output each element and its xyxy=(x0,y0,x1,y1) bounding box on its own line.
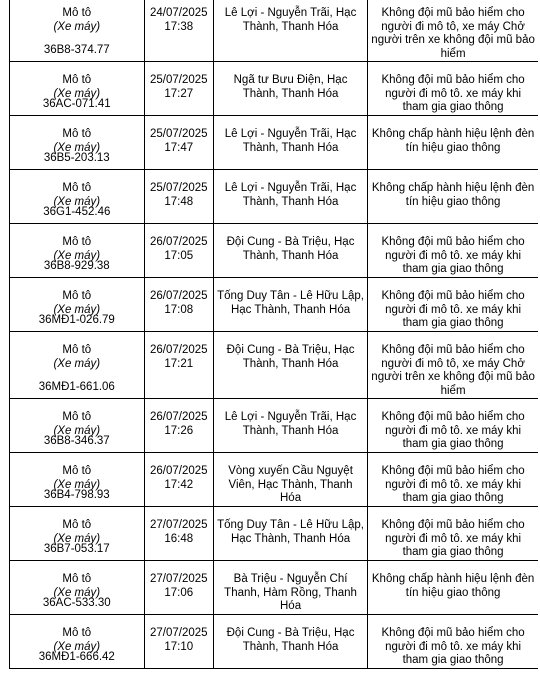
license-plate: 36AC-071.41 xyxy=(42,97,111,110)
vehicle-subtype: (Xe máy) xyxy=(53,640,101,653)
violation-time: 17:21 xyxy=(164,357,194,370)
vehicle-type: Mô tô xyxy=(62,128,92,140)
location-cell: Vòng xuyến Cầu Nguyệt Viên, Hạc Thành, Thanh Hóa xyxy=(213,453,367,507)
location-cell: Lê Lợi - Nguyễn Trãi, Hạc Thành, Thanh Hóa xyxy=(213,399,367,453)
violation-cell: Không đội mũ bảo hiểm cho người đi mô tô. xe máy khi tham gia giao thông xyxy=(368,453,539,507)
license-plate: 36MĐ1-666.42 xyxy=(38,650,115,663)
license-plate: 36AC-533.30 xyxy=(42,596,111,609)
vehicle-cell xyxy=(10,399,145,453)
violation-date: 25/07/2025 xyxy=(149,74,208,86)
vehicle-subtype: (Xe máy) xyxy=(53,424,101,437)
violation-date: 25/07/2025 xyxy=(149,128,208,140)
vehicle-subtype: (Xe máy) xyxy=(53,586,101,599)
location-cell: Tống Duy Tân - Lê Hữu Lập, Hạc Thành, Thanh Hóa xyxy=(213,507,367,561)
vehicle-type: Mô tô xyxy=(62,344,92,356)
vehicle-cell xyxy=(10,224,145,278)
vehicle-type: Mô tô xyxy=(62,7,92,19)
vehicle-type: Mô tô xyxy=(62,465,92,477)
vehicle-subtype: (Xe máy) xyxy=(53,87,101,100)
location-cell: Lê Lợi - Nguyễn Trãi, Hạc Thành, Thanh Hóa xyxy=(213,0,367,62)
violation-date: 26/07/2025 xyxy=(149,344,208,356)
license-plate: 36B8-929.38 xyxy=(43,259,110,272)
violation-cell: Không đội mũ bảo hiểm cho người đi mô tô. xe máy khi tham gia giao thông xyxy=(368,278,539,332)
violation-cell: Không chấp hành hiệu lệnh đèn tín hiệu giao thông xyxy=(368,561,539,615)
violations-table-body xyxy=(10,0,539,669)
license-plate: 36MĐ1-026.79 xyxy=(38,313,115,326)
violation-time: 17:08 xyxy=(164,303,194,316)
vehicle-type: Mô tô xyxy=(62,236,92,248)
violation-cell: Không đội mũ bảo hiểm cho người đi mô tô, xe máy Chở người trên xe không đội mũ bảo hiểm xyxy=(368,0,539,62)
datetime-cell xyxy=(144,332,213,399)
violation-time: 17:38 xyxy=(164,20,194,33)
vehicle-cell xyxy=(10,332,145,399)
violation-cell: Không đội mũ bảo hiểm cho người đi mô tô. xe máy khi tham gia giao thông xyxy=(368,399,539,453)
location-cell: Tống Duy Tân - Lê Hữu Lập, Hạc Thành, Thanh Hóa xyxy=(213,278,367,332)
vehicle-cell xyxy=(10,615,145,669)
table-row xyxy=(10,170,539,224)
location-cell: Đội Cung - Bà Triệu, Hạc Thành, Thanh Hóa xyxy=(213,224,367,278)
vehicle-cell xyxy=(10,561,145,615)
table-row xyxy=(10,0,539,62)
vehicle-subtype: (Xe máy) xyxy=(53,249,101,262)
datetime-cell xyxy=(144,116,213,170)
license-plate: 36G1-452.46 xyxy=(43,205,111,218)
location-cell: Lê Lợi - Nguyễn Trãi, Hạc Thành, Thanh Hóa xyxy=(213,116,367,170)
datetime-cell xyxy=(144,507,213,561)
violation-time: 17:42 xyxy=(164,478,194,491)
vehicle-subtype: (Xe máy) xyxy=(53,141,101,154)
license-plate: 36B7-053.17 xyxy=(43,542,110,555)
license-plate: 36MĐ1-661.06 xyxy=(38,380,115,393)
table-row xyxy=(10,224,539,278)
datetime-cell xyxy=(144,615,213,669)
vehicle-cell xyxy=(10,507,145,561)
violation-date: 26/07/2025 xyxy=(149,465,208,477)
vehicle-type: Mô tô xyxy=(62,411,92,423)
license-plate: 36B5-203.13 xyxy=(43,151,110,164)
violation-cell: Không đội mũ bảo hiểm cho người đi mô tô. xe máy khi tham gia giao thông xyxy=(368,615,539,669)
vehicle-cell xyxy=(10,170,145,224)
violation-time: 17:10 xyxy=(164,640,194,653)
violation-cell: Không đội mũ bảo hiểm cho người đi mô tô, xe máy Chở người trên xe không đội mũ bảo hiểm xyxy=(368,332,539,399)
datetime-cell xyxy=(144,170,213,224)
violation-date: 27/07/2025 xyxy=(149,519,208,531)
license-plate: 36B8-374.77 xyxy=(43,43,110,56)
location-cell: Bà Triệu - Nguyễn Chí Thanh, Hàm Rồng, Thanh Hóa xyxy=(213,561,367,615)
vehicle-type: Mô tô xyxy=(62,519,92,531)
violation-time: 17:48 xyxy=(164,195,194,208)
table-row xyxy=(10,62,539,116)
datetime-cell xyxy=(144,399,213,453)
vehicle-cell xyxy=(10,0,145,62)
table-row xyxy=(10,453,539,507)
vehicle-cell xyxy=(10,62,145,116)
license-plate: 36B8-346.37 xyxy=(43,434,110,447)
datetime-cell xyxy=(144,561,213,615)
violation-cell: Không chấp hành hiệu lệnh đèn tín hiệu giao thông xyxy=(368,170,539,224)
vehicle-cell xyxy=(10,453,145,507)
license-plate: 36B4-798.93 xyxy=(43,488,110,501)
violation-cell: Không chấp hành hiệu lệnh đèn tín hiệu giao thông xyxy=(368,116,539,170)
location-cell: Đội Cung - Bà Triệu, Hạc Thành, Thanh Hóa xyxy=(213,615,367,669)
vehicle-subtype: (Xe máy) xyxy=(53,532,101,545)
violation-date: 26/07/2025 xyxy=(149,411,208,423)
datetime-cell xyxy=(144,224,213,278)
table-row xyxy=(10,332,539,399)
violation-time: 17:26 xyxy=(164,424,194,437)
table-row xyxy=(10,278,539,332)
violation-cell: Không đội mũ bảo hiểm cho người đi mô tô. xe máy khi tham gia giao thông xyxy=(368,224,539,278)
violation-cell: Không đội mũ bảo hiểm cho người đi mô tô. xe máy khi tham gia giao thông xyxy=(368,62,539,116)
table-row xyxy=(10,399,539,453)
location-cell: Lê Lợi - Nguyễn Trãi, Hạc Thành, Thanh Hóa xyxy=(213,170,367,224)
vehicle-type: Mô tô xyxy=(62,74,92,86)
violation-date: 27/07/2025 xyxy=(149,573,208,585)
violation-time: 17:05 xyxy=(164,249,194,262)
violation-time: 17:06 xyxy=(164,586,194,599)
table-row xyxy=(10,561,539,615)
table-row xyxy=(10,507,539,561)
violation-time: 16:48 xyxy=(164,532,194,545)
datetime-cell xyxy=(144,278,213,332)
vehicle-subtype: (Xe máy) xyxy=(53,303,101,316)
vehicle-cell xyxy=(10,116,145,170)
location-cell: Ngã tư Bưu Điện, Hạc Thành, Thanh Hóa xyxy=(213,62,367,116)
table-row xyxy=(10,615,539,669)
vehicle-subtype: (Xe máy) xyxy=(53,195,101,208)
vehicle-type: Mô tô xyxy=(62,182,92,194)
vehicle-type: Mô tô xyxy=(62,290,92,302)
vehicle-subtype: (Xe máy) xyxy=(53,20,101,33)
vehicle-type: Mô tô xyxy=(62,627,92,639)
datetime-cell xyxy=(144,453,213,507)
violation-date: 26/07/2025 xyxy=(149,236,208,248)
vehicle-subtype: (Xe máy) xyxy=(53,478,101,491)
table-row xyxy=(10,116,539,170)
violations-table xyxy=(9,0,539,669)
location-cell: Đội Cung - Bà Triệu, Hạc Thành, Thanh Hóa xyxy=(213,332,367,399)
violation-date: 27/07/2025 xyxy=(149,627,208,639)
violation-date: 24/07/2025 xyxy=(149,7,208,19)
datetime-cell xyxy=(144,62,213,116)
vehicle-cell xyxy=(10,278,145,332)
datetime-cell xyxy=(144,0,213,62)
violation-cell: Không đội mũ bảo hiểm cho người đi mô tô. xe máy khi tham gia giao thông xyxy=(368,507,539,561)
violation-time: 17:27 xyxy=(164,87,194,100)
violation-date: 25/07/2025 xyxy=(149,182,208,194)
vehicle-type: Mô tô xyxy=(62,573,92,585)
vehicle-subtype: (Xe máy) xyxy=(53,357,101,370)
violation-time: 17:47 xyxy=(164,141,194,154)
violation-date: 26/07/2025 xyxy=(149,290,208,302)
